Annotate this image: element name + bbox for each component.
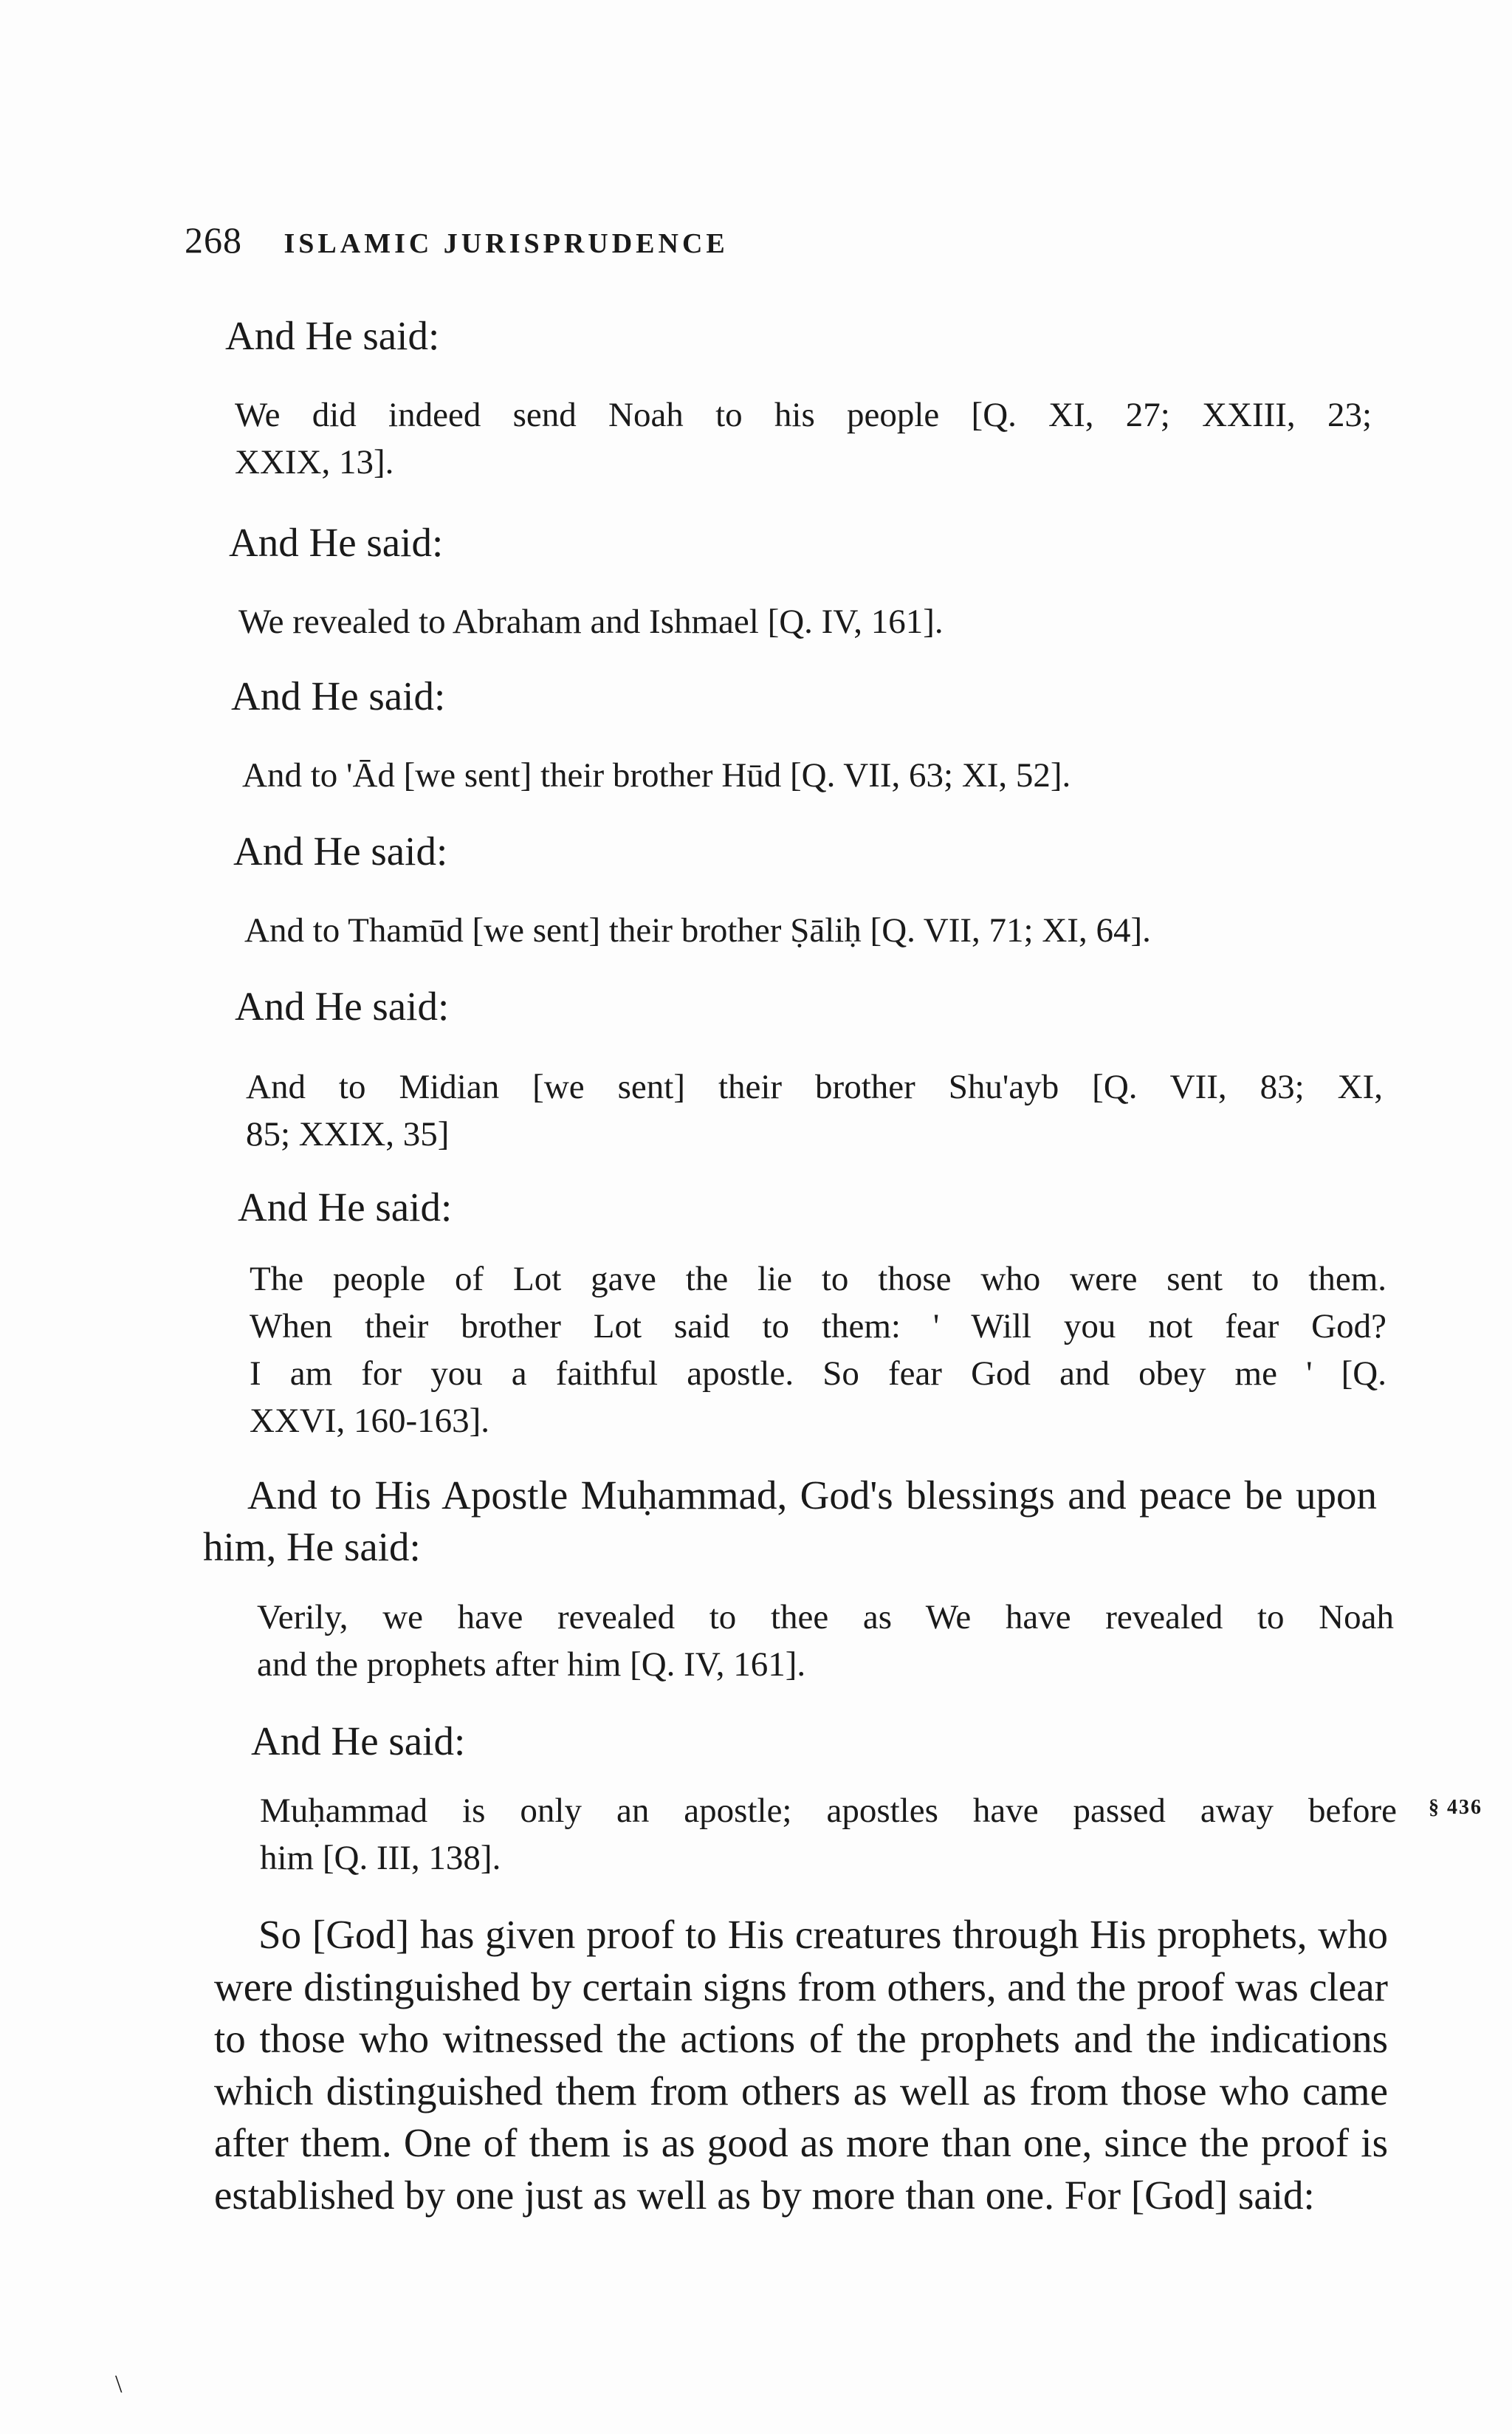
quote-line: I am for you a faithful apostle. So fear God and obey me ' [Q. bbox=[250, 1354, 1386, 1393]
quote-line: We revealed to Abraham and Ishmael [Q. IV, 161]. bbox=[238, 603, 944, 641]
body-paragraph bbox=[214, 1909, 1388, 2221]
lead-text: And He said: bbox=[251, 1718, 466, 1763]
quote-line: And to 'Ād [we sent] their brother Hūd [Q. VII, 63; XI, 52]. bbox=[242, 756, 1071, 795]
quote-line: And to Thamūd [we sent] their brother Ṣāliḥ [Q. VII, 71; XI, 64]. bbox=[244, 911, 1151, 950]
quote-line: And to Midian [we sent] their brother Shu'ayb [Q. VII, 83; XI, bbox=[246, 1068, 1383, 1106]
quote-line: and the prophets after him [Q. IV, 161]. bbox=[257, 1645, 806, 1684]
lead-text: And He said: bbox=[235, 984, 450, 1029]
lead-text: And He said: bbox=[231, 673, 446, 719]
quran-quote bbox=[260, 1787, 1397, 1882]
quran-quote bbox=[257, 1594, 1394, 1688]
quote-line: him [Q. III, 138]. bbox=[260, 1839, 501, 1877]
quran-quote bbox=[242, 752, 1379, 799]
quran-quote bbox=[235, 391, 1372, 486]
quote-line: Verily, we have revealed to thee as We have revealed to Noah bbox=[257, 1598, 1394, 1636]
lead-text: And He said: bbox=[233, 829, 448, 874]
quote-line: 85; XXIX, 35] bbox=[246, 1115, 450, 1153]
quote-line: The people of Lot gave the lie to those who were sent to them. bbox=[250, 1260, 1386, 1298]
lead-text: And He said: bbox=[238, 1185, 453, 1230]
quran-quote bbox=[246, 1063, 1383, 1158]
margin-section-number: § 436 bbox=[1429, 1796, 1482, 1819]
quote-line: XXIX, 13]. bbox=[235, 443, 394, 481]
quote-line: When their brother Lot said to them: ' Will you not fear God? bbox=[250, 1307, 1386, 1345]
paragraph-text: So [God] has given proof to His creatures through His prophets, who were distinguished by certain signs from others, and the proof was clear to those who witnessed the actions of the prophets and the indications which distinguished them from others as well as from those who came after them. One of them is as good as more than one, since the proof is established by one just as well as by more than one. For [God] said: bbox=[214, 1912, 1388, 2218]
quote-line: We did indeed send Noah to his people [Q. XI, 27; XXIII, 23; bbox=[235, 396, 1372, 434]
quran-quote bbox=[250, 1255, 1386, 1444]
quote-line: Muḥammad is only an apostle; apostles have passed away before bbox=[260, 1792, 1397, 1830]
apostle-paragraph: And to His Apostle Muḥammad, God's blessings and peace be upon him, He said: bbox=[203, 1473, 1377, 1569]
running-title: ISLAMIC JURISPRUDENCE bbox=[284, 228, 729, 259]
quran-quote bbox=[238, 598, 1375, 645]
lead-text: And He said: bbox=[225, 313, 440, 358]
stray-mark: \ bbox=[115, 2370, 123, 2398]
page-header bbox=[185, 219, 729, 261]
quote-line: XXVI, 160-163]. bbox=[250, 1402, 490, 1440]
quran-quote bbox=[244, 907, 1381, 954]
page-number: 268 bbox=[185, 219, 242, 261]
lead-text: And He said: bbox=[229, 520, 444, 565]
